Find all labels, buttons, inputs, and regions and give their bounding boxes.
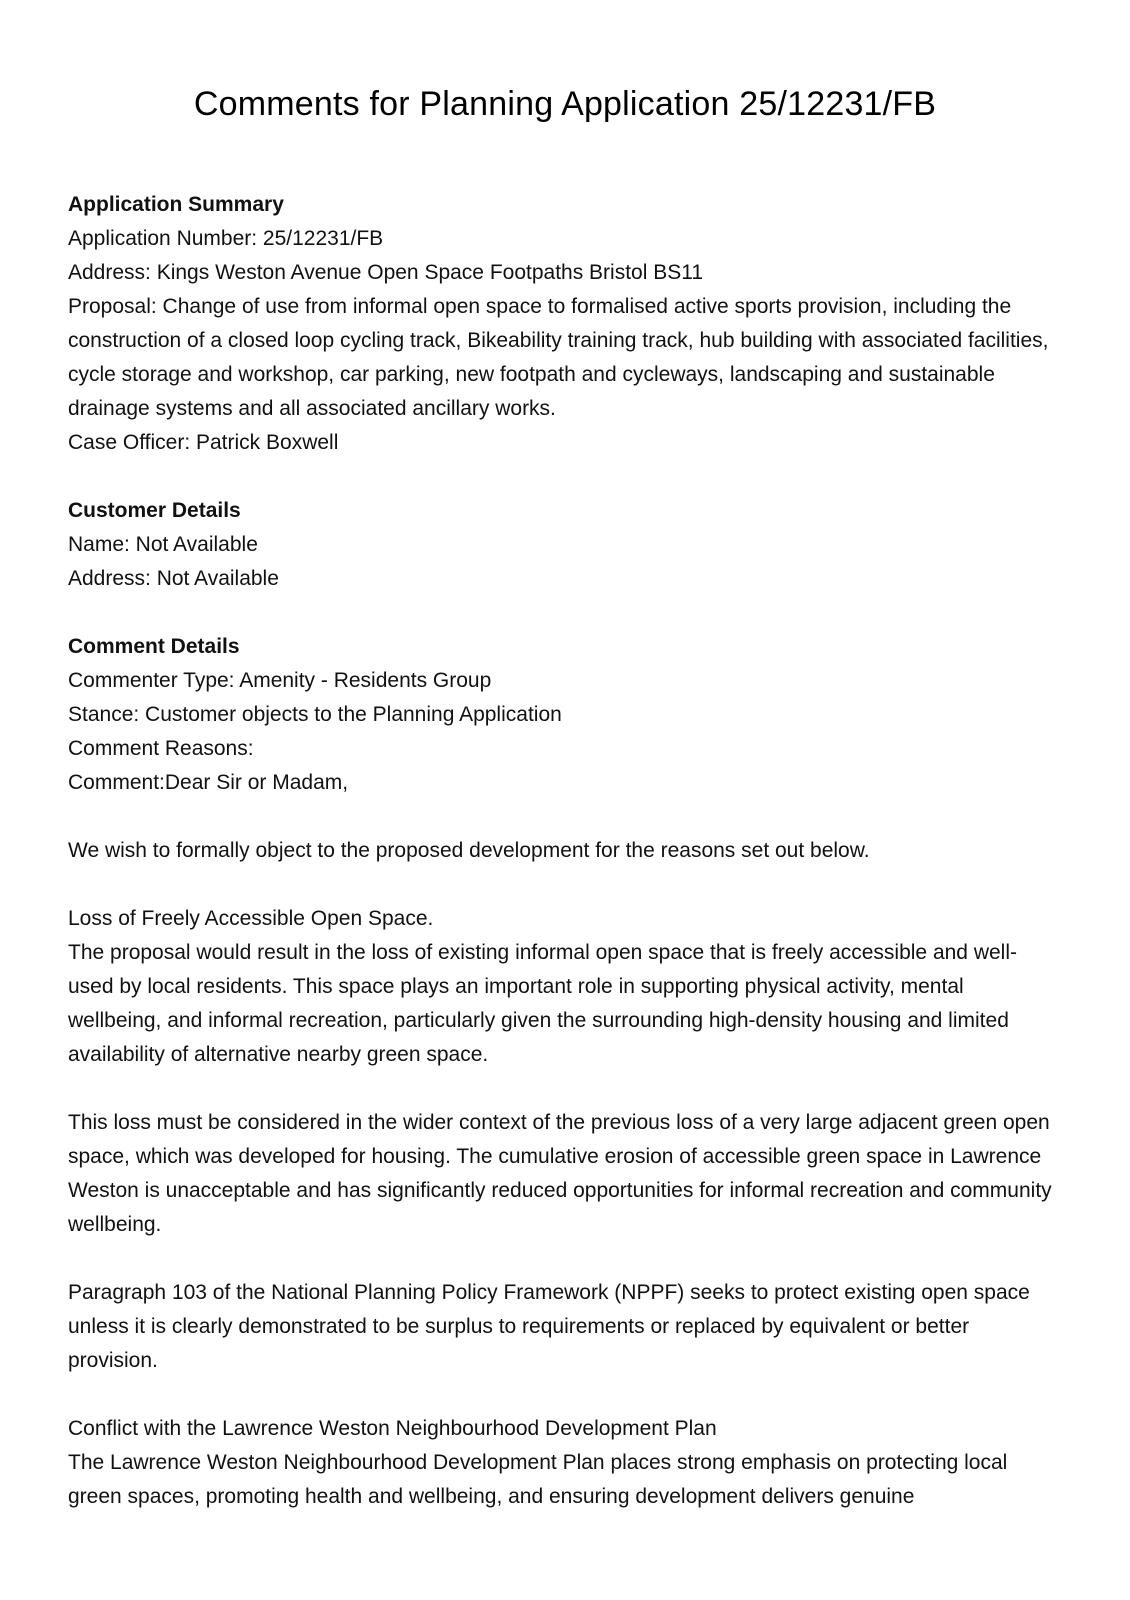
comment-details-section	[68, 630, 1062, 1514]
loss-heading: Loss of Freely Accessible Open Space.	[68, 907, 434, 930]
spacer	[68, 1378, 1062, 1412]
loss-paragraph-1: The proposal would result in the loss of existing informal open space that is freely accessible and well-used by local residents. This space plays an important role in supporting physical activity, mental wellbeing, and informal recreation, particularly given the surrounding high-density housing and limited availability of alternative nearby green space.	[68, 941, 1017, 1066]
case-officer: Case Officer: Patrick Boxwell	[68, 431, 339, 454]
loss-paragraph-2: This loss must be considered in the wider context of the previous loss of a very large adjacent green open space, which was developed for housing. The cumulative erosion of accessible green space in Lawrence Weston is unacceptable and has significantly reduced opportunities for informal recreation and community wellbeing.	[68, 1111, 1052, 1236]
spacer	[68, 1242, 1062, 1276]
commenter-type: Commenter Type: Amenity - Residents Group	[68, 669, 492, 692]
stance: Stance: Customer objects to the Planning Application	[68, 703, 562, 726]
document-content	[68, 188, 1062, 1514]
comment-details-heading: Comment Details	[68, 635, 240, 658]
spacer	[68, 800, 1062, 834]
application-number: Application Number: 25/12231/FB	[68, 227, 384, 250]
page-title: Comments for Planning Application 25/12231/FB	[193, 85, 937, 123]
application-summary-section	[68, 188, 1062, 460]
customer-details-section	[68, 494, 1062, 596]
application-proposal: Proposal: Change of use from informal open space to formalised active sports provision, including the construction of a closed loop cycling track, Bikeability training track, hub building with associated facilities, cycle storage and workshop, car parking, new footpath and cycleways, landscaping and sustainable drainage systems and all associated ancillary works.	[68, 295, 1049, 420]
nppf-paragraph: Paragraph 103 of the National Planning Policy Framework (NPPF) seeks to protect existing open space unless it is clearly demonstrated to be surplus to requirements or replaced by equivalent or better provision.	[68, 1281, 1030, 1372]
spacer	[68, 868, 1062, 902]
conflict-paragraph: The Lawrence Weston Neighbourhood Development Plan places strong emphasis on protecting local green spaces, promoting health and wellbeing, and ensuring development delivers genuine	[68, 1451, 1008, 1508]
comment-opening: Comment:Dear Sir or Madam,	[68, 771, 349, 794]
application-summary-heading: Application Summary	[68, 193, 284, 216]
application-address: Address: Kings Weston Avenue Open Space Footpaths Bristol BS11	[68, 261, 704, 284]
customer-name: Name: Not Available	[68, 533, 258, 556]
comment-intro: We wish to formally object to the proposed development for the reasons set out below.	[68, 839, 870, 862]
spacer	[68, 1072, 1062, 1106]
customer-details-heading: Customer Details	[68, 499, 241, 522]
customer-address: Address: Not Available	[68, 567, 279, 590]
comment-reasons: Comment Reasons:	[68, 737, 254, 760]
conflict-heading: Conflict with the Lawrence Weston Neighbourhood Development Plan	[68, 1417, 717, 1440]
